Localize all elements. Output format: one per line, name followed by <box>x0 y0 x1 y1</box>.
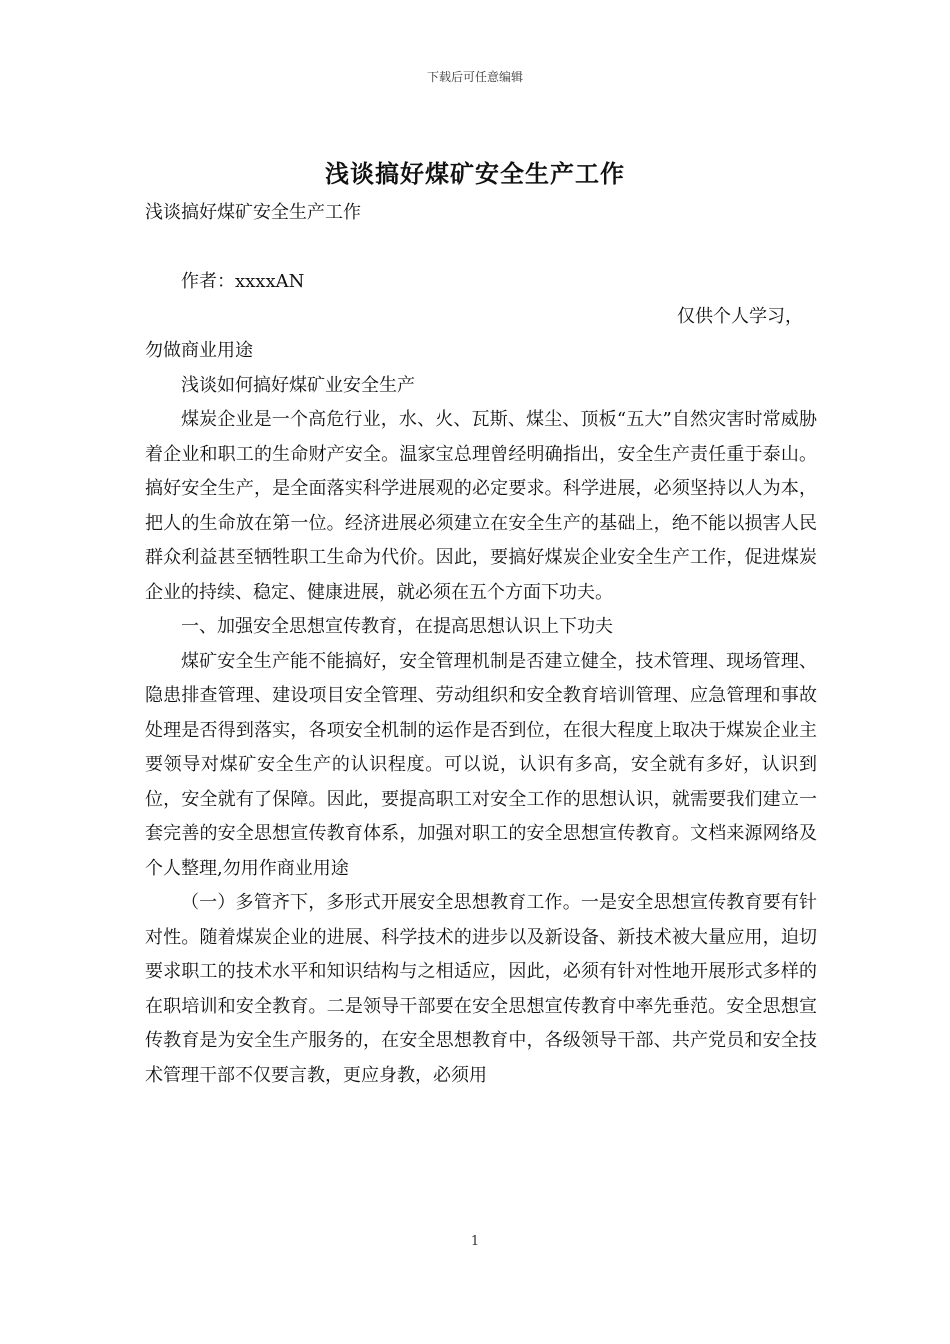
document-body <box>145 196 817 1093</box>
paragraph: 煤炭企业是一个高危行业，水、火、瓦斯、煤尘、顶板“五大”自然灾害时常威胁着企业和职工的生命财产安全。温家宝总理曾经明确指出，安全生产责任重于泰山。搞好安全生产，是全面落实科学进展观的必定要求。科学进展，必须坚持以人为本，把人的生命放在第一位。经济进展必须建立在安全生产的基础上，绝不能以损害人民群众利益甚至牺牲职工生命为代价。因此，要搞好煤炭企业安全生产工作，促进煤炭企业的持续、稳定、健康进展，就必须在五个方面下功夫。 <box>145 409 817 603</box>
notice-line-2: 勿做商业用途 <box>145 340 253 361</box>
paragraph: （一）多管齐下，多形式开展安全思想教育工作。一是安全思想宣传教育要有针对性。随着煤炭企业的进展、科学技术的进步以及新设备、新技术被大量应用，迫切要求职工的技术水平和知识结构与之相适应，因此，必须有针对性地开展形式多样的在职培训和安全教育。二是领导干部要在安全思想宣传教育中率先垂范。安全思想宣传教育是为安全生产服务的，在安全思想教育中，各级领导干部、共产党员和安全技术管理干部不仅要言教，更应身教，必须用 <box>145 892 817 1086</box>
header-note: 下载后可任意编辑 <box>426 70 523 84</box>
blank-line <box>145 231 817 266</box>
author-line: 作者：xxxxAN <box>181 271 305 292</box>
document-title: 浅谈搞好煤矿安全生产工作 <box>325 159 625 188</box>
section-heading: 一、加强安全思想宣传教育，在提高思想认识上下功夫 <box>181 616 613 637</box>
document-subtitle: 浅谈搞好煤矿安全生产工作 <box>145 202 361 223</box>
paragraph: 煤矿安全生产能不能搞好，安全管理机制是否建立健全，技术管理、现场管理、隐患排查管理、建设项目安全管理、劳动组织和安全教育培训管理、应急管理和事故处理是否得到落实，各项安全机制的运作是否到位，在很大程度上取决于煤炭企业主要领导对煤矿安全生产的认识程度。可以说，认识有多高，安全就有多好，认识到位，安全就有了保障。因此，要提高职工对安全工作的思想认识，就需要我们建立一套完善的安全思想宣传教育体系，加强对职工的安全思想宣传教育。文档来源网络及个人整理,勿用作商业用途 <box>145 650 817 879</box>
paragraph: 浅谈如何搞好煤矿业安全生产 <box>181 374 415 396</box>
notice-line-1: 仅供个人学习， <box>677 305 803 327</box>
page-number: 1 <box>470 1234 480 1249</box>
